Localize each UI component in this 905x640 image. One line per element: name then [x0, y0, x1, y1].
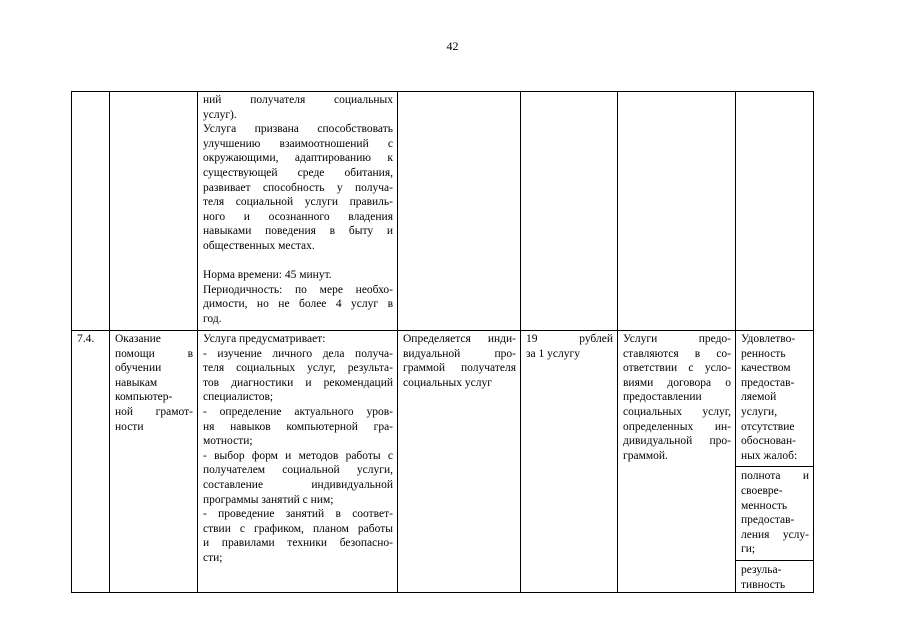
text-line: улучшению взаимоотношений с	[203, 137, 393, 150]
text-line: предостав-	[741, 514, 795, 527]
text-line: мотности;	[203, 435, 253, 448]
text-line: навыкам	[115, 376, 158, 389]
description-text	[203, 93, 393, 254]
cell-quality	[736, 92, 814, 331]
table-row	[72, 331, 814, 593]
text-line: виями договора о	[623, 376, 731, 389]
cell-volume	[398, 92, 521, 331]
text-line: общественных местах.	[203, 239, 315, 252]
volume-text	[403, 332, 516, 390]
text-line: полнота и	[741, 470, 809, 483]
text-line: предоставлении	[623, 391, 702, 404]
text-line: ления услу-	[741, 528, 809, 541]
text-line: ствии с графиком, планом работы	[203, 522, 393, 535]
text-line: Определяется инди-	[403, 333, 516, 345]
text-line: существующей среде обитания,	[203, 166, 393, 179]
text-line: специалистов;	[203, 391, 274, 404]
table-row	[72, 92, 814, 331]
text-line: тов диагностики и рекомендаций	[203, 376, 393, 389]
row-number: 7.4.	[77, 333, 95, 345]
text-line: - проведение занятий в соответ-	[203, 508, 393, 521]
text-line: ляемой	[741, 391, 777, 404]
periodicity-text	[203, 283, 393, 327]
text-line: граммой получателя	[403, 362, 516, 375]
text-line: обучении	[115, 362, 162, 375]
conditions-text	[623, 332, 731, 463]
quality-criterion	[736, 560, 813, 592]
norm-time: Норма времени: 45 минут.	[203, 269, 332, 282]
text-line: определенных ин-	[623, 420, 731, 433]
text-line: видуальной про-	[403, 347, 516, 360]
cell-number	[72, 92, 110, 331]
text-line: Периодичность: по мере необхо-	[203, 283, 393, 296]
text-line: Оказание	[115, 333, 161, 345]
text-line: 19 рублей	[526, 333, 613, 345]
text-line: услуги,	[741, 405, 778, 418]
quality-criterion	[736, 466, 813, 557]
quality-text	[741, 332, 809, 592]
cell-name	[110, 331, 198, 593]
text-line: теля социальной услуги правиль-	[203, 196, 393, 209]
text-line: составление индивидуальной	[203, 478, 393, 491]
text-line: отсутствие	[741, 420, 795, 433]
text-line: обоснован-	[741, 435, 797, 448]
text-line: - выбор форм и методов работы с	[203, 449, 393, 462]
text-line: менность	[741, 499, 788, 512]
text-line: навыками поведения в быту и	[203, 225, 393, 238]
text-line: социальных услуг,	[623, 405, 731, 418]
text-line: ренность	[741, 347, 786, 360]
text-line: теля социальных услуг, результа-	[203, 362, 393, 375]
cell-conditions	[618, 92, 736, 331]
text-line: услуг).	[203, 108, 237, 121]
text-line: - определение актуального уров-	[203, 405, 393, 418]
text-line: развивает способность у получа-	[203, 181, 393, 194]
quality-criterion	[741, 332, 809, 463]
text-line: помощи в	[115, 347, 193, 360]
text-line: социальных услуг	[403, 376, 492, 389]
cell-price	[521, 92, 618, 331]
text-line: год.	[203, 312, 222, 325]
text-line: за 1 услугу	[526, 347, 580, 360]
text-line: тивность	[741, 578, 786, 591]
cell-description	[198, 331, 398, 593]
text-line: окружающими, адаптированию к	[203, 152, 393, 165]
text-line: - изучение личного дела получа-	[203, 347, 393, 360]
cell-quality	[736, 331, 814, 593]
text-line: ного и осознанного владения	[203, 210, 393, 223]
text-line: резульа-	[741, 563, 782, 576]
text-line: ных жалоб:	[741, 449, 798, 462]
description-text	[203, 332, 393, 566]
service-name	[115, 332, 193, 434]
text-line: ня навыков компьютерной гра-	[203, 420, 393, 433]
text-line: компьютер-	[115, 391, 173, 404]
text-line: дивидуальной про-	[623, 435, 731, 448]
services-table	[71, 91, 814, 593]
text-line: ной грамот-	[115, 405, 193, 418]
cell-volume	[398, 331, 521, 593]
price-text	[526, 332, 613, 361]
cell-name	[110, 92, 198, 331]
text-line: димости, но не более 4 услуг в	[203, 298, 393, 311]
text-line: предостав-	[741, 376, 795, 389]
cell-description	[198, 92, 398, 331]
text-line: ний получателя социальных	[203, 94, 393, 106]
text-line: ности	[115, 420, 144, 433]
text-line: качеством	[741, 362, 791, 375]
text-line: граммой.	[623, 449, 668, 462]
text-line: Услуга предусматривает:	[203, 333, 326, 345]
text-line: получателем социальной услуги,	[203, 464, 393, 477]
text-line: ги;	[741, 543, 756, 556]
text-line: Удовлетво-	[741, 333, 796, 345]
text-line: Услуги предо-	[623, 333, 731, 345]
cell-number	[72, 331, 110, 593]
text-line: ставляются в со-	[623, 347, 731, 360]
text-line: программы занятий с ним;	[203, 493, 334, 506]
text-line: Услуга призвана способствовать	[203, 123, 393, 136]
text-line: своевре-	[741, 484, 783, 497]
cell-price	[521, 331, 618, 593]
text-line: ответствии с усло-	[623, 362, 731, 375]
text-line: сти;	[203, 551, 223, 564]
cell-conditions	[618, 331, 736, 593]
page-number: 42	[446, 39, 459, 53]
text-line: и правилами техники безопасно-	[203, 537, 393, 550]
